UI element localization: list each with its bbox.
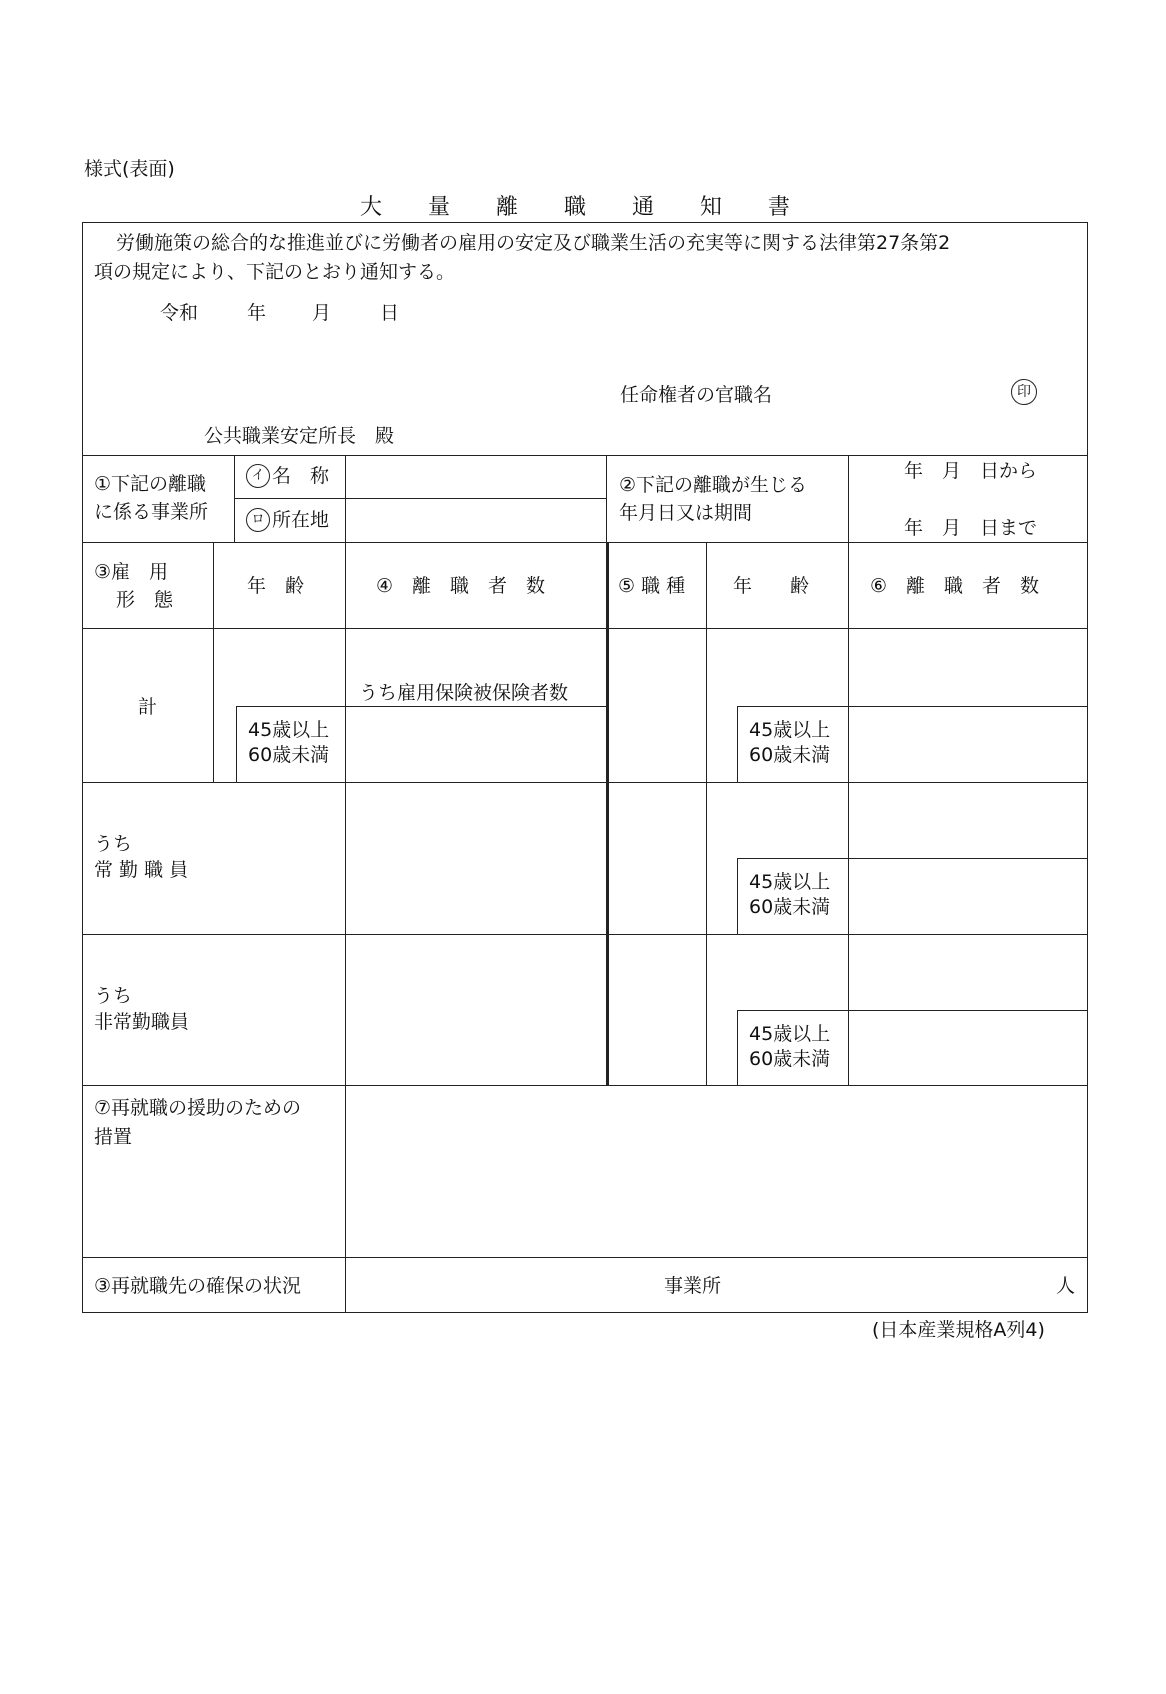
fulltime-label-line1: うち	[94, 833, 133, 855]
paper-standard-note: (日本産業規格A列4)	[872, 1319, 1045, 1341]
section1-label-line1: ①下記の離職	[94, 473, 207, 495]
total-row-label: 計	[138, 696, 158, 718]
appointer-title-label: 任命権者の官職名	[620, 384, 773, 406]
title-char: 離	[495, 195, 518, 220]
employment-type-header-line2: 形 態	[116, 589, 174, 611]
date-year-label: 年	[247, 302, 267, 324]
mark-ro-icon: ロ	[246, 508, 270, 532]
section2-label-line1: ②下記の離職が生じる	[619, 474, 808, 496]
fulltime-age-field[interactable]	[708, 784, 847, 856]
age-range-line2: 60歳未満	[749, 744, 831, 766]
fulltime-separations-right-field[interactable]	[850, 784, 1086, 856]
age-range-line2: 60歳未満	[749, 896, 831, 918]
fulltime-age-range-separations-field[interactable]	[850, 860, 1086, 932]
age-range-line1: 45歳以上	[749, 1023, 831, 1045]
period-from: 年 月 日から	[904, 460, 1038, 482]
parttime-separations-field[interactable]	[347, 936, 605, 1084]
addressee: 公共職業安定所長 殿	[204, 425, 395, 447]
separations-header-right: ⑥ 離 職 者 数	[870, 575, 1040, 597]
date-era: 令和	[160, 302, 199, 324]
parttime-occupation-field[interactable]	[609, 936, 705, 1084]
age-header-right: 年 齢	[733, 575, 810, 597]
date-year-field[interactable]	[195, 298, 245, 326]
parttime-label-line2: 非常勤職員	[94, 1011, 190, 1033]
section2-label-line2: 年月日又は期間	[619, 502, 753, 524]
office-name-field[interactable]	[100, 420, 200, 448]
title-char: 量	[427, 195, 450, 220]
intro-line-1: 労働施策の総合的な推進並びに労働者の雇用の安定及び職業生活の充実等に関する法律第27条第2	[116, 232, 951, 254]
mark-i-icon: イ	[246, 464, 270, 488]
title-char: 職	[563, 195, 586, 220]
fulltime-occupation-field[interactable]	[609, 784, 705, 932]
persons-unit: 人	[1056, 1275, 1076, 1297]
employment-type-header-line1: ③雇 用	[94, 561, 169, 583]
title-char: 知	[699, 195, 722, 220]
total-age-range-separations-right-field[interactable]	[850, 708, 1086, 780]
form-label: 様式(表面)	[84, 158, 175, 180]
parttime-separations-right-field[interactable]	[850, 936, 1086, 1008]
parttime-age-field[interactable]	[708, 936, 847, 1008]
separation-period-field[interactable]	[850, 457, 1086, 541]
fulltime-label-line2: 常 勤 職 員	[94, 859, 189, 881]
total-separations-right-field[interactable]	[850, 630, 1086, 704]
age-range-line1: 45歳以上	[749, 871, 831, 893]
age-range-line2: 60歳未満	[248, 744, 330, 766]
total-age-field[interactable]	[708, 630, 847, 704]
total-age-range-separations-field[interactable]	[347, 708, 605, 780]
establishment-address-label: 所在地	[272, 509, 330, 531]
separations-header-left: ④ 離 職 者 数	[376, 575, 546, 597]
document-title	[360, 190, 790, 220]
establishments-unit: 事業所	[664, 1275, 722, 1297]
age-range-line1: 45歳以上	[248, 719, 330, 741]
total-separations-field[interactable]	[347, 630, 605, 678]
establishment-name-field[interactable]	[347, 457, 605, 497]
section7-label-line1: ⑦再就職の援助のための	[94, 1097, 302, 1119]
section7-label-line2: 措置	[94, 1126, 133, 1148]
parttime-label-line1: うち	[94, 985, 133, 1007]
title-char: 書	[767, 195, 790, 220]
appointer-title-field[interactable]	[800, 378, 1010, 408]
insured-count-label: うち雇用保険被保険者数	[359, 682, 569, 704]
intro-line-2: 項の規定により、下記のとおり通知する。	[94, 261, 456, 283]
reemployment-assistance-field[interactable]	[347, 1087, 1086, 1255]
date-day-field[interactable]	[330, 298, 378, 326]
date-day-label: 日	[380, 302, 400, 324]
title-char: 通	[631, 195, 654, 220]
occupation-header: ⑤ 職 種	[618, 575, 686, 597]
period-to: 年 月 日まで	[904, 517, 1038, 539]
date-month-label: 月	[312, 302, 332, 324]
persons-count-field[interactable]	[740, 1259, 1052, 1311]
establishment-address-field[interactable]	[347, 500, 605, 541]
age-header-left: 年 齢	[247, 575, 305, 597]
section8-label: ③再就職先の確保の状況	[94, 1275, 302, 1297]
fulltime-separations-field[interactable]	[347, 784, 605, 932]
age-range-line2: 60歳未満	[749, 1048, 831, 1070]
seal-icon: 印	[1011, 379, 1037, 405]
parttime-age-range-separations-field[interactable]	[850, 1012, 1086, 1084]
date-month-field[interactable]	[262, 298, 310, 326]
age-range-line1: 45歳以上	[749, 719, 831, 741]
establishments-count-field[interactable]	[347, 1259, 657, 1311]
establishment-name-label: 名 称	[272, 465, 330, 487]
total-occupation-field[interactable]	[609, 630, 705, 780]
title-char: 大	[360, 195, 383, 220]
section1-label-line2: に係る事業所	[94, 501, 209, 523]
